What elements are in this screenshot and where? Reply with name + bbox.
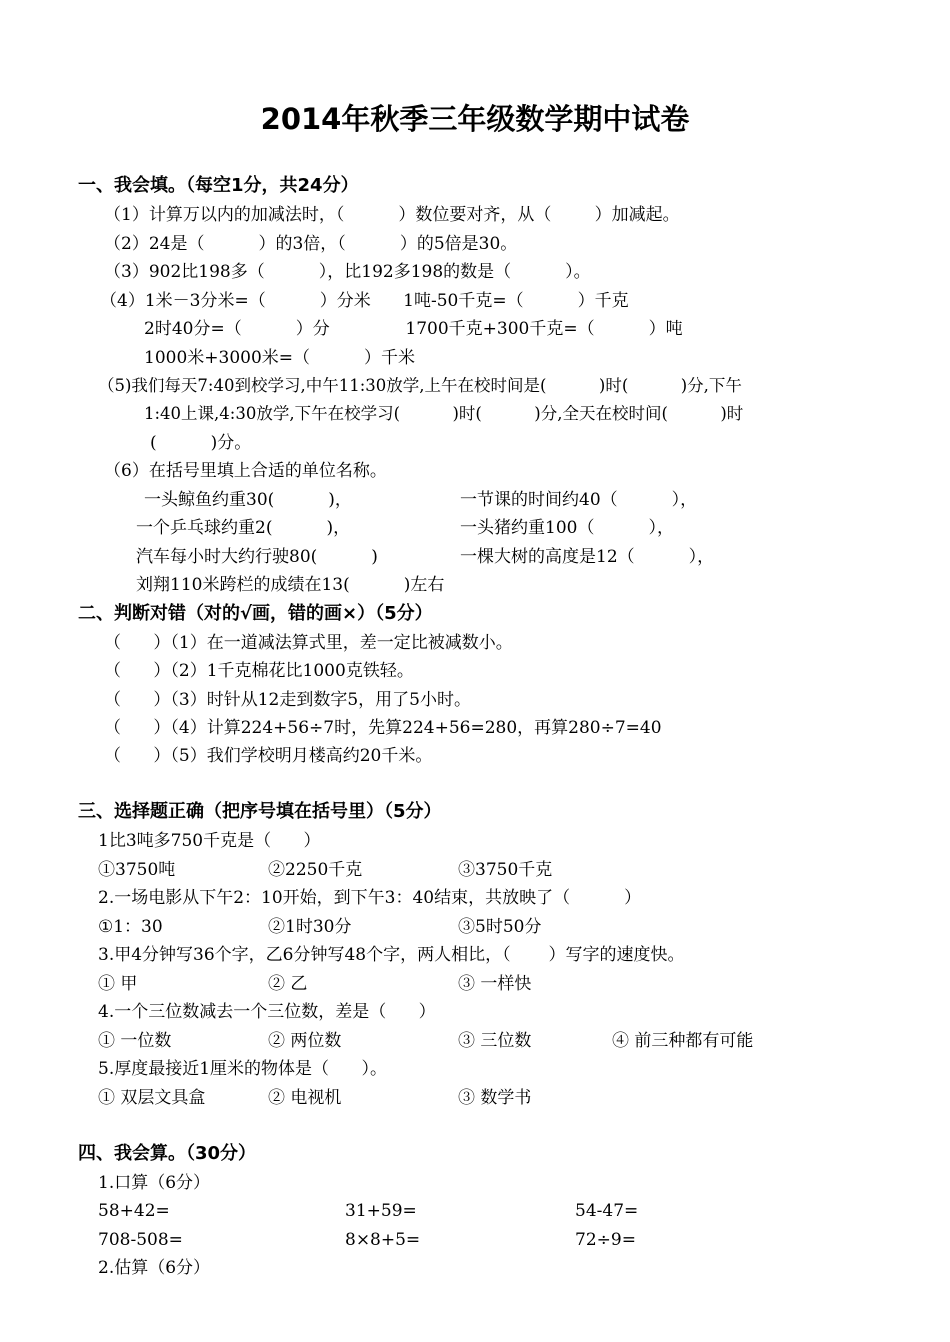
choice-q3: 3.甲4分钟写36个字，乙6分钟写48个字，两人相比，（ ）写字的速度快。 [98, 945, 685, 965]
choice-q3-option-1: ① 甲 [98, 974, 138, 994]
s1-line-1: （1）计算万以内的加减法时，（ ）数位要对齐，从（ ）加减起。 [104, 205, 680, 225]
choice-q1-option-3: ③3750千克 [458, 860, 553, 880]
oral-calc-item: 708-508= [98, 1230, 183, 1250]
choice-q4-option-2: ② 两位数 [268, 1031, 342, 1051]
choice-q3-option-3: ③ 一样快 [458, 974, 532, 994]
choice-q5-option-2: ② 电视机 [268, 1088, 342, 1108]
s1-line-2: （2）24是（ ）的3倍，（ ）的5倍是30。 [104, 234, 518, 254]
choice-q3-option-2: ② 乙 [268, 974, 308, 994]
section-1-heading: 一、我会填。（每空1分，共24分） [78, 175, 359, 196]
oral-calc-item: 72÷9= [575, 1230, 636, 1250]
unit-item-whale: 一头鲸鱼约重30( )， [144, 490, 352, 510]
judge-item-2: （ ）（2）1千克棉花比1000克铁轻。 [104, 661, 414, 681]
judge-item-1: （ ）（1）在一道减法算式里，差一定比被减数小。 [104, 633, 513, 653]
oral-calc-item: 31+59= [345, 1201, 417, 1221]
section-3-heading: 三、选择题正确（把序号填在括号里）（5分） [78, 801, 442, 822]
choice-q5: 5.厚度最接近1厘米的物体是（ ）。 [98, 1059, 387, 1079]
s1-line-8: 1:40上课,4:30放学,下午在校学习( )时( )分,全天在校时间( )时 [144, 404, 744, 423]
choice-q2-option-1: ①1：30 [98, 917, 163, 937]
section-2-heading: 二、判断对错（对的√画，错的画×）（5分） [78, 603, 433, 624]
choice-q4: 4.一个三位数减去一个三位数，差是（ ） [98, 1002, 436, 1022]
section-4-heading: 四、我会算。（30分） [78, 1143, 257, 1164]
s1-line-4: （4）1米－3分米=（ ）分米 1吨-50千克=（ ）千克 [100, 291, 629, 311]
choice-q4-option-3: ③ 三位数 [458, 1031, 532, 1051]
oral-calc-heading: 1.口算（6分） [98, 1173, 211, 1193]
judge-item-3: （ ）（3）时针从12走到数字5，用了5小时。 [104, 690, 472, 710]
choice-q2-option-3: ③5时50分 [458, 917, 542, 937]
choice-q1-option-2: ②2250千克 [268, 860, 363, 880]
s1-line-9: ( )分。 [150, 433, 252, 453]
unit-item-car: 汽车每小时大约行驶80( ) [136, 547, 378, 567]
page-title: 2014年秋季三年级数学期中试卷 [260, 102, 690, 136]
choice-q2-option-2: ②1时30分 [268, 917, 352, 937]
unit-item-tree: 一棵大树的高度是12（ ）， [460, 547, 715, 567]
choice-q4-option-1: ① 一位数 [98, 1031, 172, 1051]
choice-q5-option-1: ① 双层文具盒 [98, 1088, 206, 1108]
oral-calc-item: 58+42= [98, 1201, 170, 1221]
s1-line-7: （5)我们每天7:40到校学习,中午11:30放学,上午在校时间是( )时( )分,下午 [98, 376, 742, 395]
choice-q4-option-4: ④ 前三种都有可能 [612, 1031, 754, 1051]
judge-item-5: （ ）（5）我们学校明月楼高约20千米。 [104, 746, 433, 766]
s1-line-6: 1000米+3000米=（ ）千米 [144, 348, 416, 368]
choice-q1-option-1: ①3750吨 [98, 860, 176, 880]
choice-q1: 1比3吨多750千克是（ ） [98, 831, 321, 851]
unit-item-pingpong: 一个乒乓球约重2( )， [136, 518, 351, 538]
unit-item-pig: 一头猪约重100（ ）， [460, 518, 674, 538]
unit-item-hurdles: 刘翔110米跨栏的成绩在13( )左右 [136, 575, 445, 595]
unit-item-class-time: 一节课的时间约40（ ）， [460, 490, 698, 510]
choice-q5-option-3: ③ 数学书 [458, 1088, 532, 1108]
s1-line-10: （6）在括号里填上合适的单位名称。 [104, 461, 387, 481]
oral-calc-item: 54-47= [575, 1201, 639, 1221]
s1-line-5: 2时40分=（ ）分 1700千克+300千克=（ ）吨 [144, 319, 683, 339]
s1-line-3: （3）902比198多（ ），比192多198的数是（ ）。 [104, 262, 591, 282]
judge-item-4: （ ）（4）计算224+56÷7时，先算224+56=280，再算280÷7=40 [104, 718, 662, 738]
choice-q2: 2.一场电影从下午2：10开始，到下午3：40结束，共放映了（ ） [98, 888, 642, 908]
estimate-heading: 2.估算（6分） [98, 1258, 211, 1278]
oral-calc-item: 8×8+5= [345, 1230, 421, 1250]
